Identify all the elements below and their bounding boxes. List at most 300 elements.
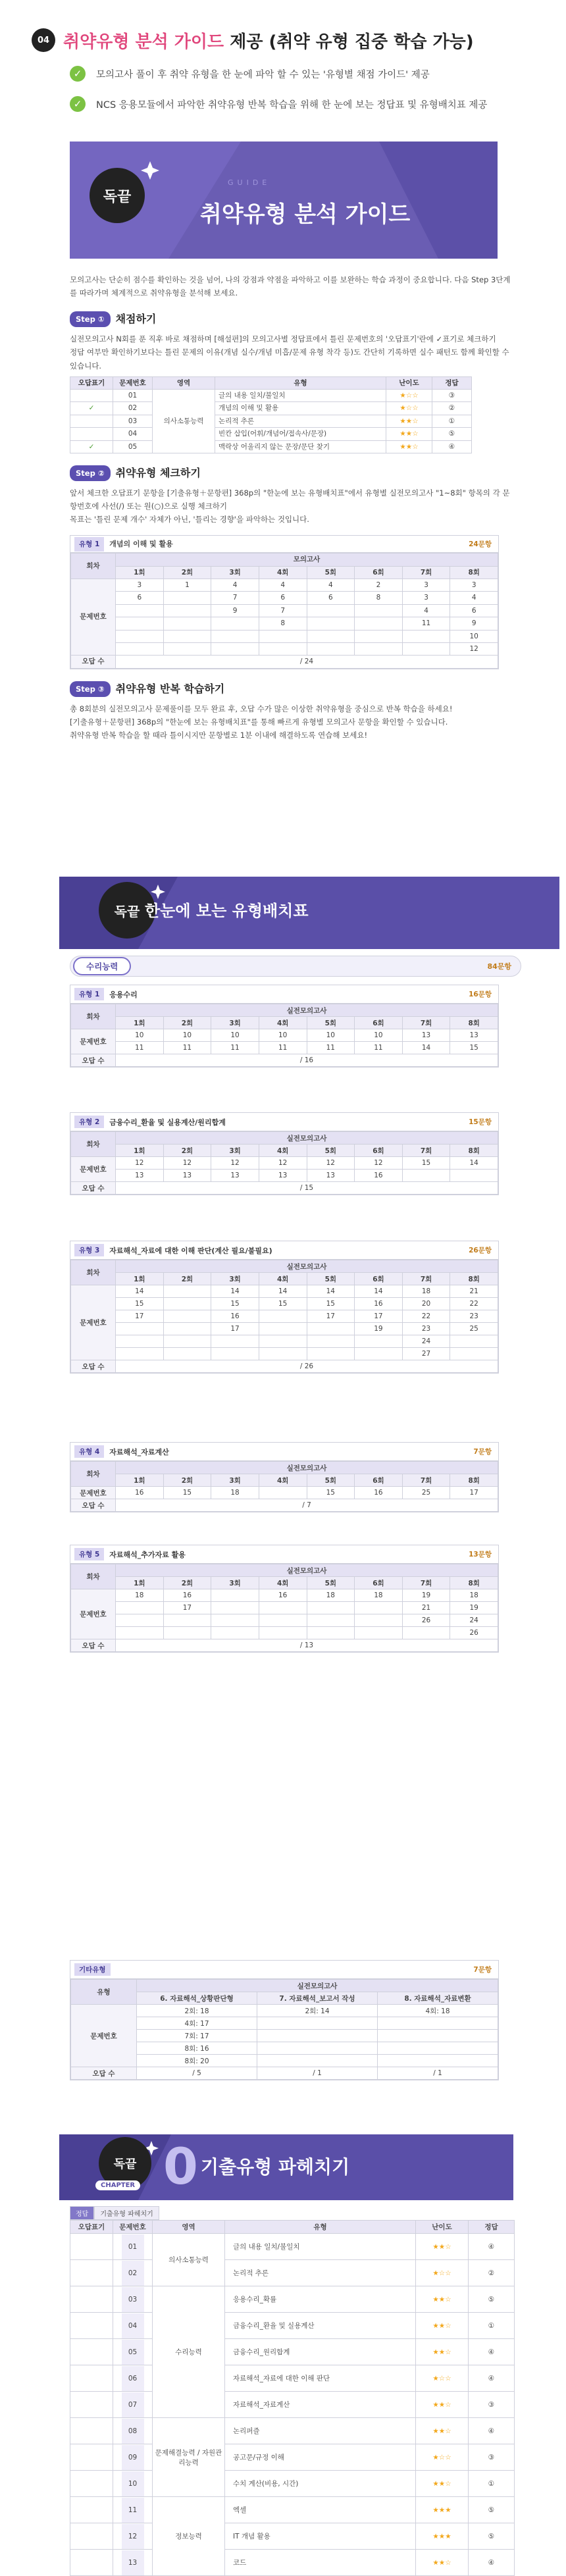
question-cell[interactable]: 3 [116, 579, 164, 592]
round-col: 2회 [163, 1273, 211, 1285]
wrong-mark[interactable] [70, 2286, 113, 2313]
answer: ② [469, 2260, 515, 2286]
question-cell[interactable]: 22 [450, 1298, 498, 1310]
guide-intro: 모의고사는 단순히 점수를 확인하는 것을 넘어, 나의 강점과 약점을 파악하고 이를 보완하는 학습 과정이 중요합니다. 다음 Step 3단계를 따라가며 체계적으로 취약유형을 분석해 보세요. [70, 275, 511, 298]
question-cell[interactable] [163, 1323, 211, 1335]
wrong-mark[interactable] [70, 2392, 113, 2418]
wrong-label: 오답 수 [71, 656, 116, 668]
question-cell[interactable]: 16 [259, 1589, 307, 1602]
wrong-total: / 15 [116, 1182, 498, 1195]
question-cell[interactable]: 17 [116, 1310, 164, 1323]
question-cell[interactable]: 11 [163, 1042, 211, 1054]
wrong-mark[interactable] [70, 390, 113, 402]
question-cell[interactable] [163, 617, 211, 630]
question-cell[interactable] [116, 604, 164, 617]
question-cell[interactable] [259, 642, 307, 655]
question-cell[interactable] [259, 1614, 307, 1627]
question-cell[interactable] [259, 1627, 307, 1639]
question-cell[interactable] [307, 617, 355, 630]
question-cell[interactable] [116, 1614, 164, 1627]
table-row [71, 604, 498, 617]
difficulty: ★★☆ [416, 2418, 469, 2444]
unit-pill: 유형 1 [74, 537, 104, 552]
wrong-total: / 13 [116, 1639, 498, 1652]
unit-pill: 유형 3 [74, 1244, 104, 1256]
question-cell[interactable] [307, 1348, 355, 1360]
question-cell[interactable]: 12 [116, 1157, 164, 1170]
unit-table [70, 1131, 498, 1195]
question-cell[interactable]: 14 [116, 1285, 164, 1298]
question-cell[interactable] [163, 1627, 211, 1639]
question-cell[interactable] [211, 1348, 259, 1360]
chapter-number: 0 [163, 2137, 198, 2196]
question-cell[interactable] [307, 630, 355, 642]
question-cell[interactable] [307, 1335, 355, 1348]
round-col: 8회 [450, 1017, 498, 1029]
question-cell[interactable] [116, 642, 164, 655]
header-row [71, 1132, 498, 1145]
question-cell[interactable]: 14 [355, 1285, 403, 1298]
question-cell[interactable]: 11 [116, 1042, 164, 1054]
question-cell[interactable]: 4 [259, 579, 307, 592]
question-cell[interactable] [163, 642, 211, 655]
question-cell[interactable]: 12 [307, 1157, 355, 1170]
question-cell[interactable]: 2회: 14 [257, 2005, 378, 2017]
question-cell[interactable]: 9 [211, 604, 259, 617]
question-cell[interactable]: 16 [163, 1589, 211, 1602]
question-cell[interactable]: 19 [402, 1589, 450, 1602]
question-cell[interactable]: 12 [163, 1157, 211, 1170]
question-cell[interactable] [116, 630, 164, 642]
round-col: 7회 [402, 1474, 450, 1487]
round-col: 3회 [211, 1145, 259, 1157]
round-header: 회차 [71, 1462, 116, 1487]
question-cell[interactable] [307, 1602, 355, 1614]
question-cell[interactable] [257, 2042, 378, 2055]
question-cell[interactable] [116, 617, 164, 630]
question-cell[interactable]: 10 [355, 1029, 403, 1042]
question-cell[interactable]: 25 [450, 1323, 498, 1335]
answer: ⑤ [432, 428, 472, 440]
question-cell[interactable] [355, 1614, 403, 1627]
question-cell[interactable]: 2 [355, 579, 403, 592]
question-cell[interactable]: 14 [259, 1285, 307, 1298]
question-number [113, 2550, 153, 2576]
answer: ② [432, 402, 472, 415]
round-col: 1회 [116, 566, 164, 579]
question-cell[interactable] [402, 642, 450, 655]
question-cell[interactable]: 17 [450, 1487, 498, 1499]
question-cell[interactable] [211, 1602, 259, 1614]
question-cell[interactable]: 16 [211, 1310, 259, 1323]
type-cell: 글의 내용 일치/불일치 [215, 390, 386, 402]
example-unit-box [70, 535, 499, 669]
feature-text: 모의고사 풀이 후 취약 유형을 한 눈에 파악 할 수 있는 '유형별 채점 가이드' 제공 [96, 69, 430, 80]
question-cell[interactable]: 12 [211, 1157, 259, 1170]
type-cell: 응용수리_확률 [225, 2286, 416, 2313]
question-number [113, 2286, 153, 2313]
difficulty: ★☆☆ [386, 402, 432, 415]
question-cell[interactable]: 6 [450, 604, 498, 617]
question-cell[interactable]: 14 [307, 1285, 355, 1298]
question-cell[interactable] [116, 1323, 164, 1335]
question-cell[interactable]: 4회: 17 [137, 2017, 257, 2030]
question-cell[interactable]: 10 [259, 1029, 307, 1042]
type-cell: 논리퍼즐 [225, 2418, 416, 2444]
question-number [113, 2339, 153, 2365]
question-cell[interactable] [211, 1614, 259, 1627]
wrong-count-row [71, 1360, 498, 1373]
question-cell[interactable]: 6 [259, 592, 307, 604]
question-cell[interactable] [259, 1348, 307, 1360]
table-row [71, 1042, 498, 1054]
answer: ⑤ [469, 2497, 515, 2523]
question-cell[interactable] [378, 2030, 498, 2042]
question-cell[interactable] [378, 2055, 498, 2067]
round-col: 3회 [211, 1577, 259, 1589]
question-cell[interactable]: 18 [116, 1589, 164, 1602]
question-cell[interactable] [163, 592, 211, 604]
question-cell[interactable] [355, 1335, 403, 1348]
rounds-row [71, 1145, 498, 1157]
area-bar [70, 956, 521, 977]
wrong-mark[interactable] [70, 2471, 113, 2497]
unit-pill: 유형 2 [74, 1116, 104, 1128]
question-cell[interactable]: 7 [259, 604, 307, 617]
wrong-mark[interactable] [70, 2444, 113, 2471]
table-row [70, 2234, 515, 2260]
round-header: 회차 [71, 1004, 116, 1029]
question-cell[interactable] [450, 1170, 498, 1182]
type-unit-box [70, 1112, 499, 1195]
area-cell: 수리능력 [153, 2286, 225, 2418]
table-row [70, 390, 472, 402]
number-badge: 10 [122, 2471, 144, 2496]
question-cell[interactable]: 12 [355, 1157, 403, 1170]
type-cell: 빈칸 삽입(어휘/개념어/접속사/문장) [215, 428, 386, 440]
question-cell[interactable]: 20 [402, 1298, 450, 1310]
question-cell[interactable]: 21 [450, 1285, 498, 1298]
question-cell[interactable]: 10 [116, 1029, 164, 1042]
question-cell[interactable] [257, 2055, 378, 2067]
question-cell[interactable]: 9 [450, 617, 498, 630]
question-cell[interactable]: 11 [259, 1042, 307, 1054]
question-cell[interactable]: 13 [450, 1029, 498, 1042]
question-cell[interactable]: 21 [402, 1602, 450, 1614]
question-cell[interactable]: 24 [450, 1614, 498, 1627]
question-cell[interactable] [259, 1335, 307, 1348]
question-cell[interactable]: 16 [116, 1487, 164, 1499]
question-cell[interactable] [307, 604, 355, 617]
question-cell[interactable]: 13 [402, 1029, 450, 1042]
question-cell[interactable]: 23 [402, 1323, 450, 1335]
question-cell[interactable] [257, 2017, 378, 2030]
wrong-mark[interactable] [70, 2339, 113, 2365]
question-cell[interactable]: 3 [402, 592, 450, 604]
wrong-mark[interactable] [70, 415, 113, 427]
question-cell[interactable]: 13 [307, 1170, 355, 1182]
question-cell[interactable]: 12 [259, 1157, 307, 1170]
question-cell[interactable] [378, 2042, 498, 2055]
question-cell[interactable]: 3 [450, 579, 498, 592]
question-cell[interactable]: 14 [402, 1042, 450, 1054]
example-unit-header [70, 536, 498, 553]
question-cell[interactable]: 19 [450, 1602, 498, 1614]
question-cell[interactable] [355, 604, 403, 617]
step-3-body: 총 8회분의 실전모의고사 문제풀이를 모두 완료 후, 오답 수가 많은 이상한 취약유형을 중심으로 반복 학습을 하세요! [70, 704, 453, 713]
header-row [71, 1260, 498, 1273]
question-cell[interactable] [163, 1335, 211, 1348]
question-cell[interactable]: 14 [211, 1285, 259, 1298]
question-cell[interactable]: 17 [355, 1310, 403, 1323]
question-cell[interactable]: 7 [211, 592, 259, 604]
wrong-mark[interactable] [70, 2523, 113, 2550]
unit-label: 응용수리 [109, 990, 138, 999]
question-cell[interactable]: 6 [116, 592, 164, 604]
table-row [70, 2286, 515, 2313]
difficulty: ★★★ [416, 2497, 469, 2523]
question-cell[interactable]: 8 [259, 617, 307, 630]
question-cell[interactable]: 16 [355, 1487, 403, 1499]
unit-pill: 기타유형 [74, 1963, 111, 1976]
tab-answer[interactable]: 정답 [70, 2206, 94, 2220]
question-cell[interactable] [211, 1627, 259, 1639]
question-cell[interactable] [355, 630, 403, 642]
group-header: 실전모의고사 [116, 1260, 498, 1273]
question-cell[interactable] [402, 1627, 450, 1639]
round-col: 6회 [355, 1273, 403, 1285]
answer: ③ [432, 390, 472, 402]
question-cell[interactable]: 13 [211, 1170, 259, 1182]
question-cell[interactable]: 24 [402, 1335, 450, 1348]
answer: ⑤ [469, 2286, 515, 2313]
question-cell[interactable]: 13 [259, 1170, 307, 1182]
wrong-mark[interactable] [70, 2418, 113, 2444]
question-cell[interactable] [259, 1310, 307, 1323]
question-cell[interactable]: 4 [211, 579, 259, 592]
unit-pill: 유형 1 [74, 988, 104, 1000]
wrong-mark[interactable] [70, 2234, 113, 2260]
dokkeut-badge: 독끝 [90, 168, 145, 223]
question-cell[interactable] [257, 2030, 378, 2042]
round-header: 회차 [71, 1132, 116, 1157]
chapter-title: 기출유형 파헤치기 [201, 2156, 350, 2178]
question-cell[interactable]: 7회: 17 [137, 2030, 257, 2042]
unit-count: 16문항 [469, 991, 492, 998]
question-cell[interactable]: 15 [307, 1487, 355, 1499]
question-cell[interactable] [163, 1285, 211, 1298]
question-cell[interactable]: 25 [402, 1487, 450, 1499]
question-cell[interactable] [116, 1335, 164, 1348]
question-cell[interactable]: 19 [355, 1323, 403, 1335]
round-col: 1회 [116, 1474, 164, 1487]
question-cell[interactable]: 15 [163, 1487, 211, 1499]
question-cell[interactable] [116, 1348, 164, 1360]
type-name: 7. 자료해석_보고서 작성 [257, 1992, 378, 2005]
question-cell[interactable] [355, 1602, 403, 1614]
question-cell[interactable]: 4 [402, 604, 450, 617]
question-cell[interactable]: 11 [355, 1042, 403, 1054]
question-cell[interactable]: 15 [450, 1042, 498, 1054]
question-cell[interactable] [163, 1298, 211, 1310]
question-cell[interactable] [163, 1310, 211, 1323]
question-cell[interactable]: 11 [307, 1042, 355, 1054]
question-cell[interactable]: 17 [163, 1602, 211, 1614]
question-cell[interactable] [307, 1614, 355, 1627]
table-row [70, 2497, 515, 2523]
round-col: 1회 [116, 1017, 164, 1029]
question-cell[interactable]: 10 [163, 1029, 211, 1042]
question-cell[interactable]: 27 [402, 1348, 450, 1360]
question-cell[interactable] [211, 630, 259, 642]
wrong-mark[interactable] [70, 2497, 113, 2523]
answer: ③ [469, 2392, 515, 2418]
type-cell: 자료해석_자료에 대한 이해 판단 [225, 2365, 416, 2392]
wrong-mark[interactable] [70, 2365, 113, 2392]
question-cell[interactable]: 8회: 16 [137, 2042, 257, 2055]
table-row [71, 1627, 498, 1639]
wrong-count-row [71, 2067, 498, 2080]
question-cell[interactable]: 2회: 18 [137, 2005, 257, 2017]
question-cell[interactable]: 26 [450, 1627, 498, 1639]
question-cell[interactable]: 11 [211, 1042, 259, 1054]
unit-pill: 유형 5 [74, 1548, 104, 1560]
wrong-mark[interactable] [70, 2313, 113, 2339]
question-cell[interactable]: 26 [402, 1614, 450, 1627]
table-row [71, 617, 498, 630]
question-cell[interactable] [163, 1614, 211, 1627]
question-cell[interactable]: 8 [355, 592, 403, 604]
number-badge: 01 [122, 2234, 144, 2259]
question-cell[interactable]: 18 [402, 1285, 450, 1298]
question-cell[interactable] [355, 1348, 403, 1360]
question-number [113, 2523, 153, 2550]
question-cell[interactable] [211, 617, 259, 630]
wrong-mark[interactable] [70, 428, 113, 440]
question-cell[interactable]: 15 [259, 1298, 307, 1310]
question-number [113, 2313, 153, 2339]
question-cell[interactable]: 13 [116, 1170, 164, 1182]
question-cell[interactable] [355, 1627, 403, 1639]
wrong-mark[interactable]: ✓ [70, 402, 113, 415]
question-cell[interactable] [211, 1589, 259, 1602]
question-cell[interactable]: 18 [450, 1589, 498, 1602]
question-cell[interactable]: 18 [307, 1589, 355, 1602]
question-cell[interactable] [307, 642, 355, 655]
wrong-mark[interactable] [70, 2260, 113, 2286]
question-cell[interactable] [402, 1170, 450, 1182]
round-col: 2회 [163, 1577, 211, 1589]
group-header: 모의고사 [116, 554, 498, 566]
area-cell: 문제해결능력 / 자원관리능력 [153, 2418, 225, 2497]
question-cell[interactable] [307, 1627, 355, 1639]
question-cell[interactable]: 10 [211, 1029, 259, 1042]
question-cell[interactable] [378, 2017, 498, 2030]
question-cell[interactable]: 15 [116, 1298, 164, 1310]
question-cell[interactable] [259, 1602, 307, 1614]
question-cell[interactable]: 13 [163, 1170, 211, 1182]
question-cell[interactable] [450, 1335, 498, 1348]
question-cell[interactable] [211, 642, 259, 655]
round-col: 5회 [307, 566, 355, 579]
question-cell[interactable] [355, 642, 403, 655]
question-cell[interactable] [163, 604, 211, 617]
question-cell[interactable]: 4 [450, 592, 498, 604]
question-cell[interactable]: 15 [211, 1298, 259, 1310]
number-badge: 04 [122, 2313, 144, 2338]
step-3-label [70, 680, 511, 698]
round-col: 1회 [116, 1577, 164, 1589]
question-cell[interactable] [163, 1348, 211, 1360]
question-cell[interactable] [355, 617, 403, 630]
question-cell[interactable] [259, 630, 307, 642]
question-cell[interactable]: 17 [307, 1310, 355, 1323]
col-header: 영역 [153, 376, 215, 389]
question-cell[interactable]: 18 [355, 1589, 403, 1602]
round-col: 3회 [211, 1273, 259, 1285]
table-row [71, 1487, 498, 1499]
step-title: 취약유형 반복 학습하기 [115, 682, 225, 695]
step-3-body-2: [기출유형＋문항편] 368p의 "한눈에 보는 유형배치표"를 통해 빠르게 유형별 모의고사 문항을 확인할 수 있습니다. [70, 717, 448, 727]
question-cell[interactable] [450, 1348, 498, 1360]
round-col: 8회 [450, 1577, 498, 1589]
question-cell[interactable]: 23 [450, 1310, 498, 1323]
question-cell[interactable]: 15 [307, 1298, 355, 1310]
question-cell[interactable]: 6 [307, 592, 355, 604]
question-cell[interactable]: 18 [211, 1487, 259, 1499]
wrong-mark[interactable]: ✓ [70, 440, 113, 453]
question-cell[interactable] [116, 1627, 164, 1639]
col-header: 난이도 [386, 376, 432, 389]
question-cell[interactable] [259, 1487, 307, 1499]
question-cell[interactable]: 11 [402, 617, 450, 630]
area-button[interactable]: 수리능력 [73, 957, 131, 975]
table-row [70, 2418, 515, 2444]
wrong-mark[interactable] [70, 2550, 113, 2576]
question-cell[interactable] [163, 630, 211, 642]
question-cell[interactable]: 3 [402, 579, 450, 592]
question-cell[interactable]: 17 [211, 1323, 259, 1335]
question-cell[interactable]: 8회: 20 [137, 2055, 257, 2067]
round-col: 8회 [450, 1273, 498, 1285]
question-cell[interactable] [259, 1323, 307, 1335]
question-cell[interactable]: 4회: 18 [378, 2005, 498, 2017]
question-cell[interactable] [116, 1602, 164, 1614]
question-cell[interactable] [307, 1323, 355, 1335]
question-cell[interactable] [211, 1335, 259, 1348]
question-cell[interactable]: 16 [355, 1170, 403, 1182]
question-cell[interactable]: 10 [307, 1029, 355, 1042]
tab-chapter[interactable]: 기출유형 파헤치기 [94, 2206, 159, 2220]
question-cell[interactable]: 14 [450, 1157, 498, 1170]
question-cell[interactable]: 4 [307, 579, 355, 592]
question-number: 04 [113, 428, 153, 440]
question-cell[interactable]: 10 [450, 630, 498, 642]
question-cell[interactable]: 1 [163, 579, 211, 592]
chapter-label: CHAPTER [95, 2180, 140, 2190]
question-cell[interactable]: 15 [402, 1157, 450, 1170]
number-badge: 07 [122, 2392, 144, 2417]
question-cell[interactable] [402, 630, 450, 642]
step-badge: Step ① [70, 311, 111, 327]
question-cell[interactable]: 22 [402, 1310, 450, 1323]
col-header: 문제번호 [113, 2221, 153, 2234]
question-cell[interactable]: 12 [450, 642, 498, 655]
question-cell[interactable]: 16 [355, 1298, 403, 1310]
number-badge: 02 [122, 2261, 144, 2286]
step-3-body-3: 취약유형 반복 학습을 할 때라 틀이시지만 문항별로 1분 이내에 해결하도록 연습해 보세요! [70, 730, 368, 740]
wrong-total: / 1 [257, 2067, 378, 2080]
